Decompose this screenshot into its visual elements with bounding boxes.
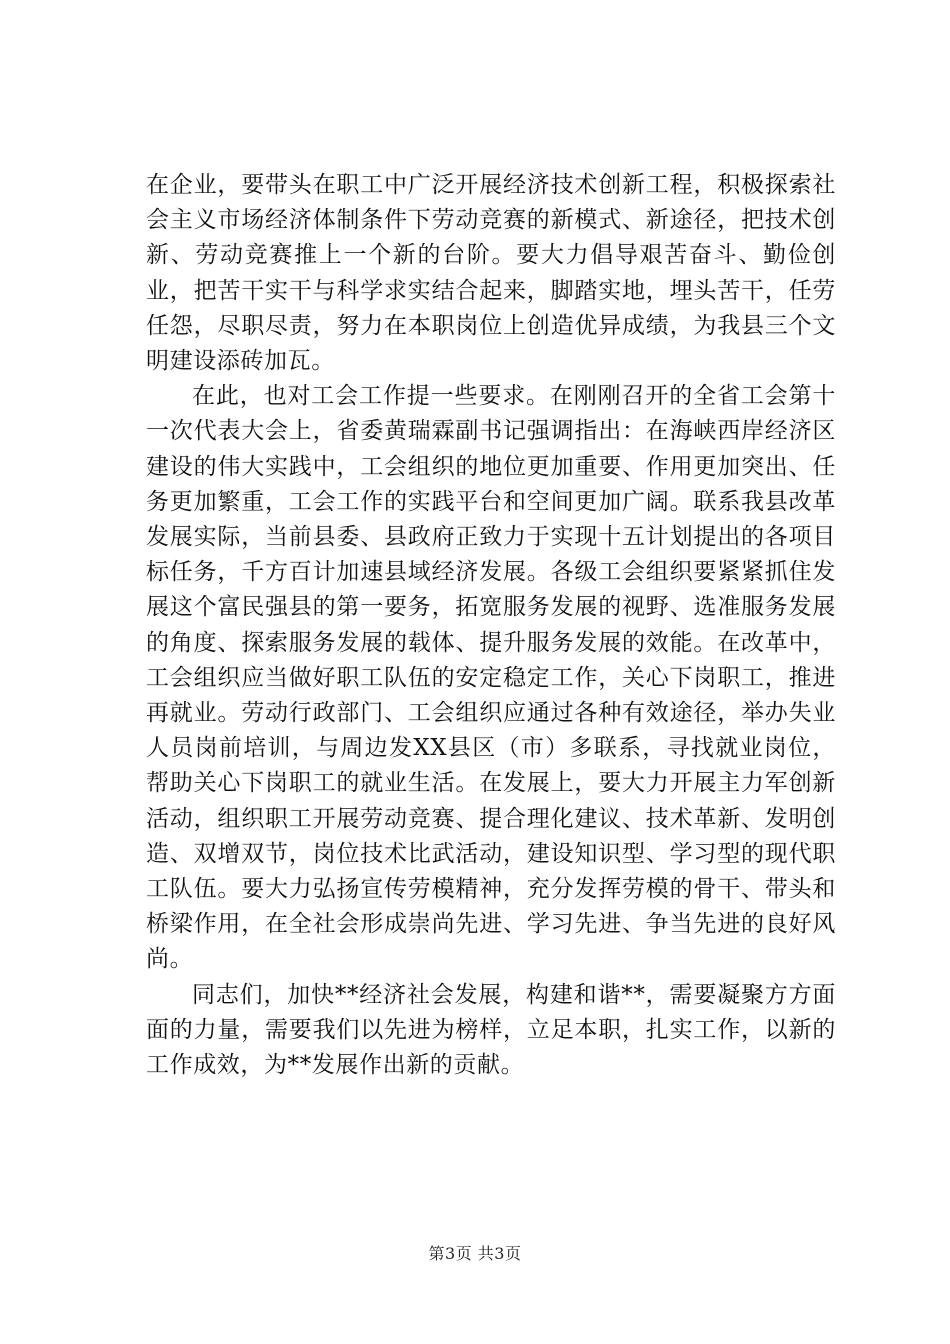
document-body (146, 168, 836, 1083)
page-footer: 第3页 共3页 (428, 1244, 522, 1263)
paragraph-union-requirements: 在此，也对工会工作提一些要求。在刚刚召开的全省工会第十一次代表大会上，省委黄瑞霖副书记强调指出：在海峡西岸经济区建设的伟大实践中，工会组织的地位更加重要、作用更加突出、任务更加繁重，工会工作的实践平台和空间更加广阔。联系我县改革发展实际，当前县委、县政府正致力于实现十五计划提出的各项目标任务，千方百计加速县域经济发展。各级工会组织要紧紧抓住发展这个富民强县的第一要务，拓宽服务发展的视野、选准服务发展的角度、探索服务发展的载体、提升服务发展的效能。在改革中，工会组织应当做好职工队伍的安定稳定工作，关心下岗职工，推进再就业。劳动行政部门、工会组织应通过各种有效途径，举办失业人员岗前培训，与周边发XX县区（市）多联系，寻找就业岗位，帮助关心下岗职工的就业生活。在发展上，要大力开展主力军创新活动，组织职工开展劳动竞赛、提合理化建议、技术革新、发明创造、双增双节，岗位技术比武活动，建设知识型、学习型的现代职工队伍。要大力弘扬宣传劳模精神，充分发挥劳模的骨干、带头和桥梁作用，在全社会形成崇尚先进、学习先进、争当先进的良好风尚。 (146, 383, 836, 973)
paragraph-continuation: 在企业，要带头在职工中广泛开展经济技术创新工程，积极探索社会主义市场经济体制条件下劳动竞赛的新模式、新途径，把技术创新、劳动竞赛推上一个新的台阶。要大力倡导艰苦奋斗、勤俭创业，把苦干实干与科学求实结合起来，脚踏实地，埋头苦干，任劳任怨，尽职尽责，努力在本职岗位上创造优异成绩，为我县三个文明建设添砖加瓦。 (146, 172, 836, 375)
paragraph-closing: 同志们，加快**经济社会发展，构建和谐**，需要凝聚方方面面的力量，需要我们以先进为榜样，立足本职，扎实工作，以新的工作成效，为**发展作出新的贡献。 (146, 981, 836, 1079)
